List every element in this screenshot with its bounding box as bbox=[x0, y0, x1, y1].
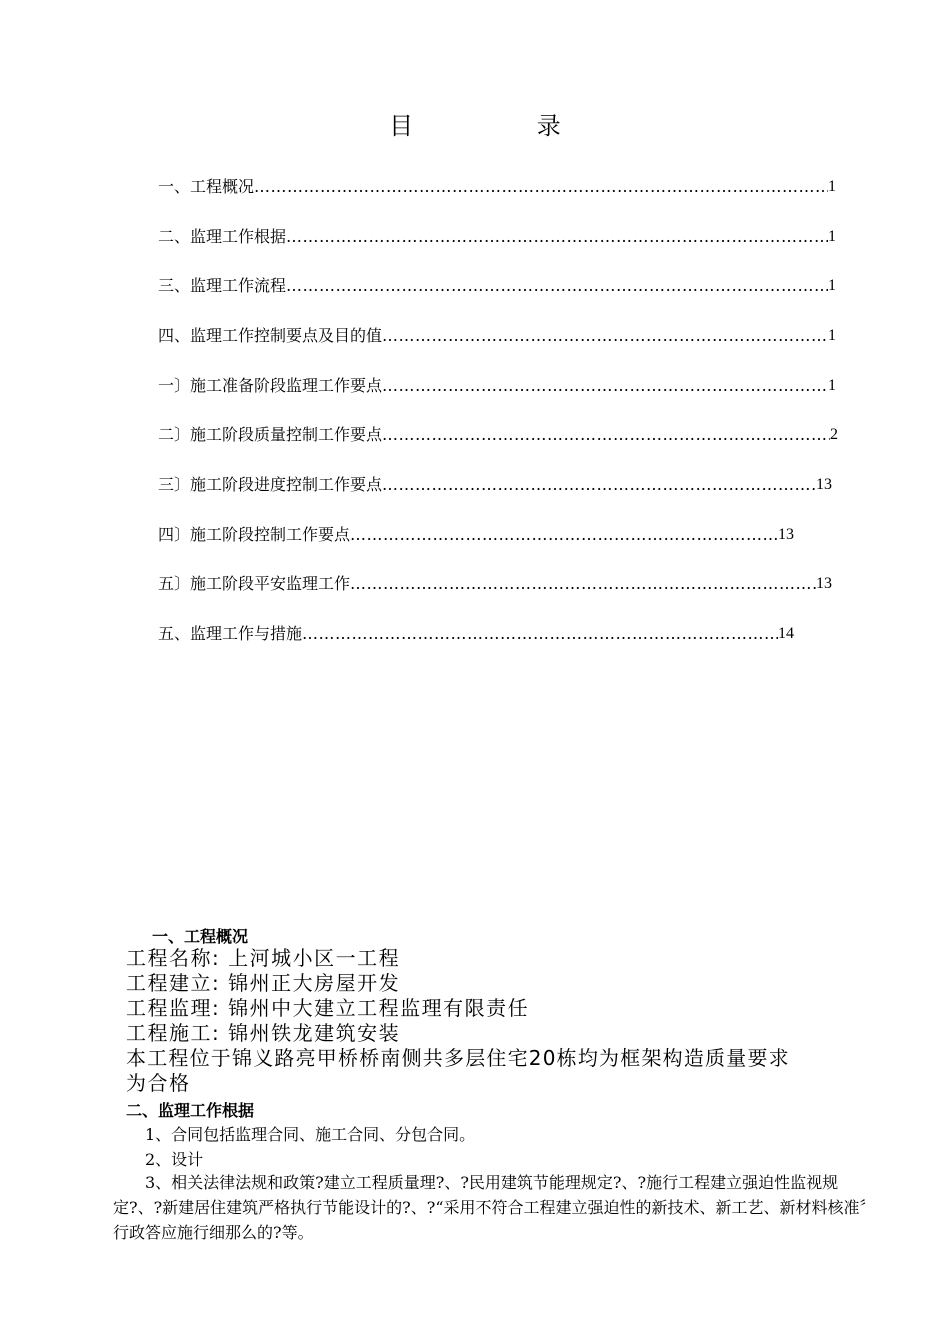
toc-entry-page: 1 bbox=[828, 178, 836, 195]
toc-leader-dots bbox=[382, 474, 816, 496]
toc-entry[interactable] bbox=[158, 573, 832, 595]
toc-entry-page: 2 bbox=[830, 426, 838, 443]
toc-entry-page: 13 bbox=[816, 575, 832, 592]
toc-entry[interactable] bbox=[158, 176, 836, 198]
section-heading-overview: 一、工程概况 bbox=[152, 927, 249, 946]
toc-entry[interactable] bbox=[158, 474, 832, 496]
project-description-line: 本工程位于锦义路亮甲桥桥南侧共多层住宅20栋均为框架构造质量要求 bbox=[126, 1046, 790, 1070]
toc-entry-label: 五〕施工阶段平安监理工作 bbox=[158, 574, 351, 593]
project-contractor-line: 工程施工: 锦州铁龙建筑安装 bbox=[126, 1021, 401, 1045]
toc-entry[interactable] bbox=[158, 424, 838, 446]
toc-entry-label: 二、监理工作根据 bbox=[158, 227, 287, 246]
toc-entry-label: 三〕施工阶段进度控制工作要点 bbox=[158, 475, 383, 494]
toc-entry-page: 14 bbox=[778, 625, 794, 642]
toc-entry-label: 二〕施工阶段质量控制工作要点 bbox=[158, 425, 383, 444]
toc-entry[interactable] bbox=[158, 275, 836, 297]
toc-leader-dots bbox=[254, 176, 828, 198]
section-heading-basis: 二、监理工作根据 bbox=[126, 1101, 255, 1120]
toc-entry-label: 五、监理工作与措施 bbox=[158, 624, 303, 643]
toc-entry-page: 13 bbox=[778, 526, 794, 543]
toc-entry-label: 一、工程概况 bbox=[158, 177, 255, 196]
toc-entry-page: 1 bbox=[828, 377, 836, 394]
toc-entry[interactable] bbox=[158, 325, 836, 347]
toc-leader-dots bbox=[382, 325, 828, 347]
toc-entry-label: 一〕施工准备阶段监理工作要点 bbox=[158, 376, 383, 395]
toc-entry-label: 四、监理工作控制要点及目的值 bbox=[158, 326, 383, 345]
toc-entry[interactable] bbox=[158, 226, 836, 248]
toc-entry[interactable] bbox=[158, 623, 794, 645]
project-supervisor-line: 工程监理: 锦州中大建立工程监理有限责任 bbox=[126, 996, 530, 1020]
basis-item: 3、相关法律法规和政策?建立工程质量理?、?民用建筑节能理规定?、?施行工程建立强迫性监视规定?、?新建居住建筑严格执行节能设计的?、?“采用不符合工程建立强迫性的新技术、新工艺、新材料核准〞行政答应施行细那么的?等。 bbox=[113, 1173, 876, 1242]
toc-leader-dots bbox=[302, 623, 778, 645]
toc-entry-page: 1 bbox=[828, 327, 836, 344]
project-name-line: 工程名称: 上河城小区一工程 bbox=[126, 946, 401, 970]
toc-leader-dots bbox=[350, 524, 778, 546]
toc-leader-dots bbox=[286, 275, 828, 297]
toc-entry-page: 1 bbox=[828, 277, 836, 294]
toc-entry[interactable] bbox=[158, 375, 836, 397]
toc-entry-label: 三、监理工作流程 bbox=[158, 276, 287, 295]
toc-leader-dots bbox=[382, 424, 830, 446]
toc-entry-page: 1 bbox=[828, 228, 836, 245]
toc-entry-page: 13 bbox=[816, 476, 832, 493]
basis-item: 2、设计 bbox=[113, 1150, 204, 1169]
project-developer-line: 工程建立: 锦州正大房屋开发 bbox=[126, 971, 401, 995]
toc-leader-dots bbox=[286, 226, 828, 248]
toc-leader-dots bbox=[350, 573, 816, 595]
toc-entry[interactable] bbox=[158, 524, 794, 546]
toc-entry-label: 四〕施工阶段控制工作要点 bbox=[158, 525, 351, 544]
toc-title: 目 录 bbox=[389, 112, 619, 140]
project-description-line: 为合格 bbox=[126, 1071, 191, 1095]
toc-leader-dots bbox=[382, 375, 828, 397]
basis-item: 1、合同包括监理合同、施工合同、分包合同。 bbox=[113, 1125, 476, 1144]
